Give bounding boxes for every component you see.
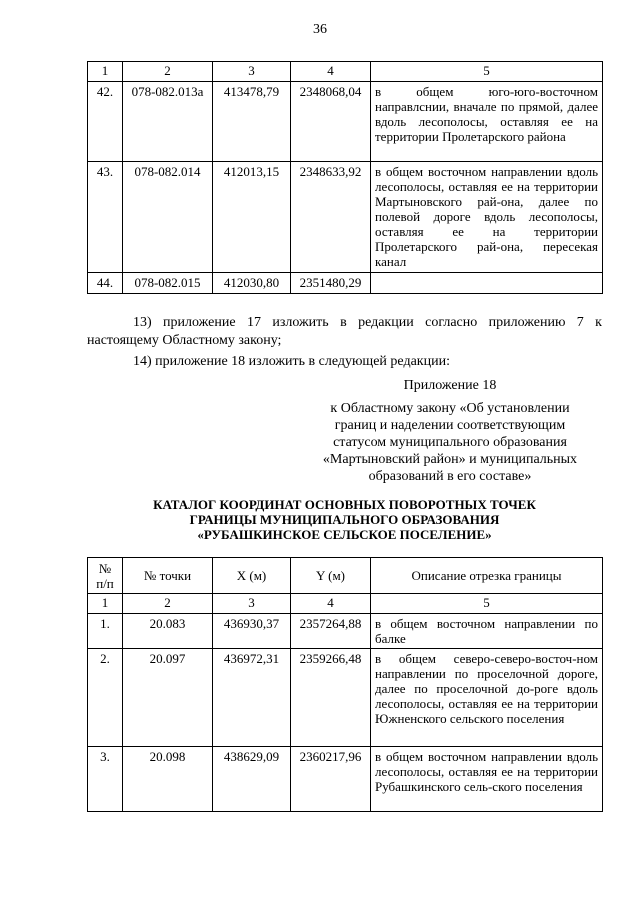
header-cell: 2 — [123, 62, 213, 82]
point-number: 20.098 — [123, 747, 213, 812]
x-coordinate: 412030,80 — [213, 273, 291, 294]
header-cell: 2 — [123, 594, 213, 614]
column-number-row — [88, 594, 603, 614]
point-number: 078-082.013а — [123, 82, 213, 162]
paragraph-14: 14) приложение 18 изложить в следующей редакции: — [133, 354, 450, 369]
header-cell: 3 — [213, 594, 291, 614]
point-number: 078-082.014 — [123, 162, 213, 273]
segment-description: в общем юго-юго-восточном направлснии, вначале по прямой, далее вдоль лесополосы, оставляя ее на территории Пролетарского района — [371, 82, 603, 162]
column-title: № точки — [123, 558, 213, 594]
appendix-line: «Мартыновский район» и муниципальных — [322, 452, 578, 467]
header-cell: 1 — [88, 62, 123, 82]
header-cell: 1 — [88, 594, 123, 614]
appendix-line: к Областному закону «Об установлении — [330, 401, 570, 416]
boundary-table-continued — [87, 61, 603, 294]
header-cell: 3 — [213, 62, 291, 82]
table-row — [88, 273, 603, 294]
page-number: 36 — [313, 22, 327, 37]
point-number: 078-082.015 — [123, 273, 213, 294]
catalog-title — [87, 497, 602, 542]
catalog-coordinates-table — [87, 557, 603, 812]
segment-description — [371, 273, 603, 294]
appendix-line: образований в его составе» — [368, 469, 532, 484]
row-number: 42. — [88, 82, 123, 162]
row-number: 43. — [88, 162, 123, 273]
y-coordinate: 2357264,88 — [291, 614, 371, 649]
table-row — [88, 614, 603, 649]
y-coordinate: 2359266,48 — [291, 649, 371, 747]
table-row — [88, 747, 603, 812]
y-coordinate: 2348068,04 — [291, 82, 371, 162]
column-title: № п/п — [88, 558, 123, 594]
y-coordinate: 2360217,96 — [291, 747, 371, 812]
table-row — [88, 82, 603, 162]
column-titles-row — [88, 558, 603, 594]
header-cell: 4 — [291, 594, 371, 614]
y-coordinate: 2348633,92 — [291, 162, 371, 273]
column-title: X (м) — [213, 558, 291, 594]
header-cell: 5 — [371, 594, 603, 614]
row-number: 1. — [88, 614, 123, 649]
segment-description: в общем восточном направлении вдоль лесополосы, оставляя ее на территории Мартыновского рай-она, далее по полевой дороге вдоль лесополосы, оставляя ее на территории Пролетарского рай-она, пересекая канал — [371, 162, 603, 273]
row-number: 2. — [88, 649, 123, 747]
column-title: Описание отрезка границы — [371, 558, 603, 594]
table-row — [88, 162, 603, 273]
x-coordinate: 436930,37 — [213, 614, 291, 649]
appendix-line: статусом муниципального образования — [333, 435, 567, 450]
row-number: 3. — [88, 747, 123, 812]
catalog-title-line: «РУБАШКИНСКОЕ СЕЛЬСКОЕ ПОСЕЛЕНИЕ» — [197, 527, 492, 542]
table-row — [88, 649, 603, 747]
x-coordinate: 413478,79 — [213, 82, 291, 162]
catalog-title-line: ГРАНИЦЫ МУНИЦИПАЛЬНОГО ОБРАЗОВАНИЯ — [189, 512, 500, 527]
y-coordinate: 2351480,29 — [291, 273, 371, 294]
x-coordinate: 436972,31 — [213, 649, 291, 747]
segment-description: в общем восточном направлении вдоль лесополосы, оставляя ее на территории Рубашкинского сель-ского поселения — [371, 747, 603, 812]
point-number: 20.097 — [123, 649, 213, 747]
appendix-title: Приложение 18 — [403, 378, 497, 393]
x-coordinate: 412013,15 — [213, 162, 291, 273]
point-number: 20.083 — [123, 614, 213, 649]
header-cell: 5 — [371, 62, 603, 82]
segment-description: в общем северо-северо-восточ-ном направлении по проселочной дороге, далее по проселочной до-роге вдоль лесополосы, оставляя ее на территории Южненского сельского поселения — [371, 649, 603, 747]
header-cell: 4 — [291, 62, 371, 82]
catalog-title-line: КАТАЛОГ КООРДИНАТ ОСНОВНЫХ ПОВОРОТНЫХ ТОЧЕК — [153, 497, 536, 512]
x-coordinate: 438629,09 — [213, 747, 291, 812]
segment-description: в общем восточном направлении по балке — [371, 614, 603, 649]
paragraph-13: 13) приложение 17 изложить в редакции согласно приложению 7 к настоящему Областному закону; — [87, 315, 602, 348]
column-number-row — [88, 62, 603, 82]
appendix-line: границ и наделении соответствующим — [334, 418, 566, 433]
column-title: Y (м) — [291, 558, 371, 594]
appendix-caption — [300, 400, 600, 485]
row-number: 44. — [88, 273, 123, 294]
